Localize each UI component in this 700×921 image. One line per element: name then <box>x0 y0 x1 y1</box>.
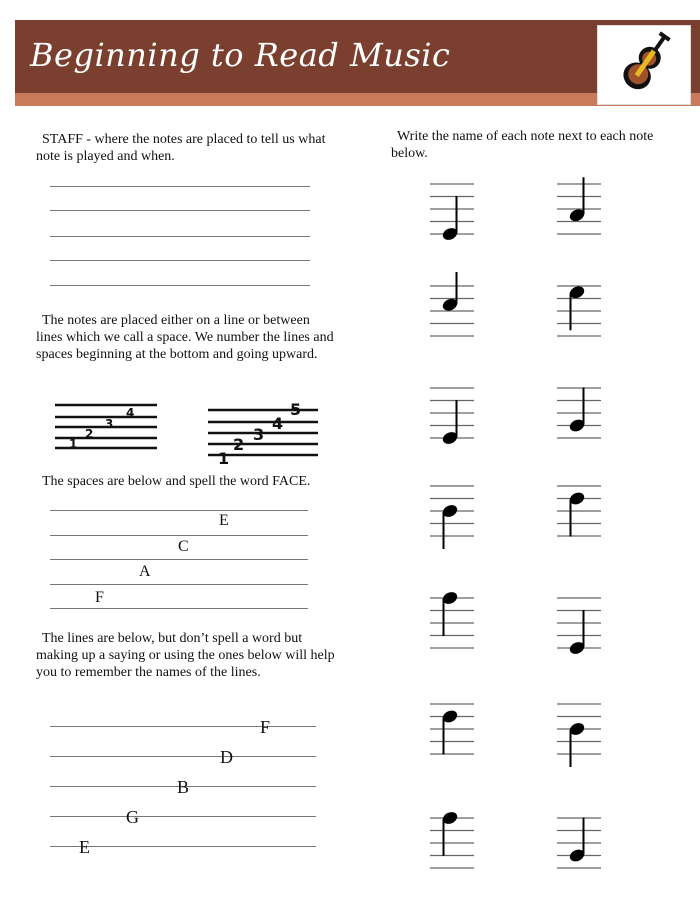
note-exercise <box>428 584 488 664</box>
note-exercise <box>428 690 488 770</box>
note-exercise <box>555 374 615 454</box>
note-exercise <box>428 272 488 352</box>
answer-line <box>50 285 310 286</box>
spaces-intro: The spaces are below and spell the word FACE. <box>42 474 311 489</box>
note-exercise <box>555 804 615 884</box>
note-exercise <box>555 272 615 352</box>
line-number: 1 <box>218 449 230 468</box>
line-letter: D <box>220 747 233 767</box>
staff-definition: STAFF - where the notes are placed to tell us what note is played and when. <box>36 132 326 164</box>
note-exercise <box>555 690 615 770</box>
space-number: 4 <box>126 406 135 420</box>
note-exercise <box>428 804 488 884</box>
line-number: 5 <box>290 400 302 419</box>
note-exercise <box>555 584 615 664</box>
note-exercise <box>555 170 615 250</box>
space-letter: F <box>95 589 104 606</box>
line-number: 4 <box>272 414 284 433</box>
line-number: 3 <box>253 425 265 444</box>
answer-line <box>50 186 310 187</box>
note-exercise <box>428 170 488 250</box>
page-title: Beginning to Read Music <box>30 36 451 74</box>
lines-intro: The lines are below, but don’t spell a word but making up a saying or using the ones below will help you to remember the names of the lines. <box>36 631 335 680</box>
instruction-text: Write the name of each note next to each note below. <box>391 129 654 161</box>
line-letter: G <box>126 807 139 827</box>
note-exercise <box>555 472 615 552</box>
answer-line <box>50 236 310 237</box>
line-letter: F <box>260 717 271 737</box>
note-exercise <box>428 374 488 454</box>
space-number: 3 <box>105 417 114 431</box>
line-letter: E <box>79 837 90 857</box>
line-letter: B <box>177 777 190 797</box>
space-letter: A <box>139 563 151 580</box>
space-number: 2 <box>85 427 94 441</box>
note-exercise <box>428 472 488 552</box>
answer-line <box>50 260 310 261</box>
space-number: 1 <box>69 437 78 450</box>
space-letter: E <box>219 512 229 529</box>
line-number: 2 <box>233 435 245 454</box>
numbering-text: The notes are placed either on a line or between lines which we call a space. We number the lines and spaces beginning at the bottom and going upward. <box>36 313 334 362</box>
answer-line <box>50 210 310 211</box>
space-letter: C <box>178 538 189 555</box>
violin-icon <box>597 25 691 105</box>
